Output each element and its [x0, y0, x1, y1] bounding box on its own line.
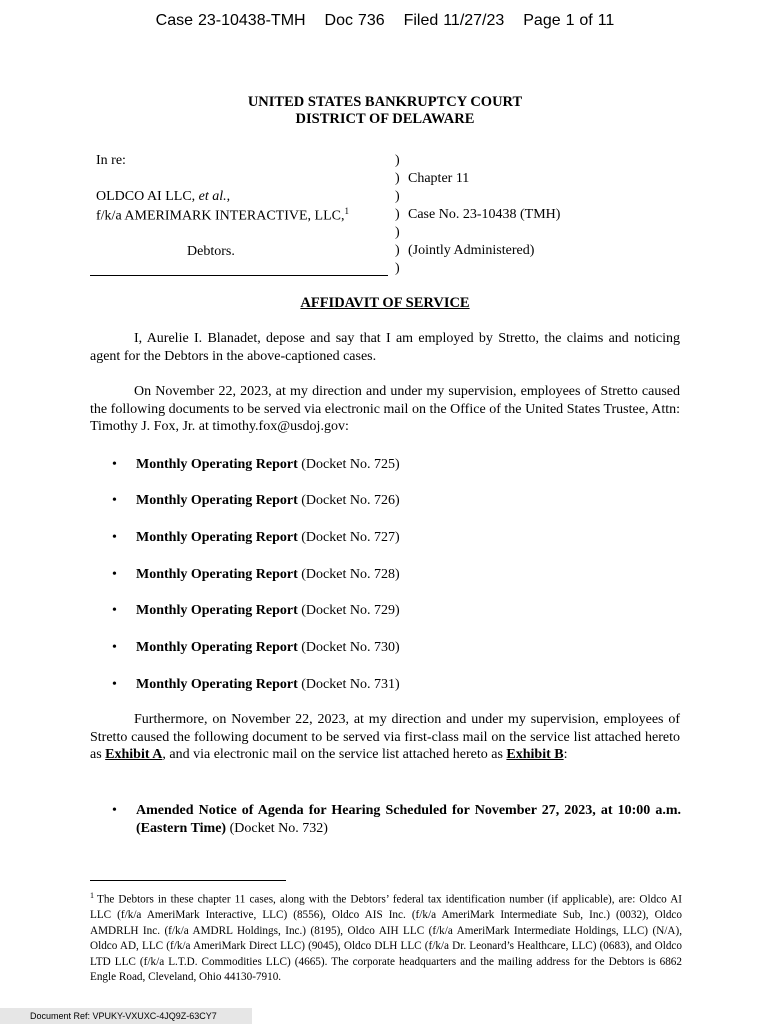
- report-label: Monthly Operating Report: [136, 493, 298, 508]
- footnote: [90, 888, 682, 986]
- report-docket: (Docket No. 726): [301, 493, 400, 508]
- chapter-label: Chapter 11: [408, 171, 470, 186]
- report-docket: (Docket No. 727): [301, 530, 400, 545]
- footnote-mark: 1: [90, 891, 94, 900]
- bullet-icon: •: [112, 493, 117, 508]
- exhibit-b-ref: Exhibit B: [506, 747, 564, 762]
- debtors-label: Debtors.: [187, 244, 235, 259]
- report-label: Monthly Operating Report: [136, 640, 298, 655]
- paren: ): [395, 261, 400, 276]
- paragraph-service-email: On November 22, 2023, at my direction and under my supervision, employees of Stretto caused the following documents to be served via electronic mail on the Office of the United States Trustee, Attn: Timothy J. Fox, Jr. at timothy.fox@usdoj.gov:: [90, 384, 680, 434]
- report-label: Monthly Operating Report: [136, 567, 298, 582]
- report-label: Monthly Operating Report: [136, 677, 298, 692]
- filing-header: [0, 12, 770, 30]
- paragraph-employment: I, Aurelie I. Blanadet, depose and say that I am employed by Stretto, the claims and noticing agent for the Debtors in the above-captioned cases.: [90, 331, 680, 364]
- paren: ): [395, 225, 400, 240]
- doc-number-header: Doc 736: [324, 12, 385, 29]
- bullet-icon: •: [112, 803, 117, 818]
- court-district: DISTRICT OF DELAWARE: [295, 111, 475, 127]
- bullet-icon: •: [112, 640, 117, 655]
- jointly-administered: (Jointly Administered): [408, 243, 535, 258]
- bullet-icon: •: [112, 457, 117, 472]
- report-docket: (Docket No. 728): [301, 567, 400, 582]
- bullet-icon: •: [112, 603, 117, 618]
- paren: ): [395, 153, 400, 168]
- court-name: UNITED STATES BANKRUPTCY COURT: [247, 94, 523, 110]
- report-docket: (Docket No. 730): [301, 640, 400, 655]
- report-docket: (Docket No. 731): [301, 677, 400, 692]
- report-label: Monthly Operating Report: [136, 530, 298, 545]
- report-label: Monthly Operating Report: [136, 603, 298, 618]
- caption-rule: [90, 275, 388, 276]
- page-number-header: Page 1 of 11: [523, 12, 615, 29]
- report-docket: (Docket No. 729): [301, 603, 400, 618]
- document-reference: Document Ref: VPUKY-VXUXC-4JQ9Z-63CY7: [0, 1008, 252, 1024]
- case-caption: [90, 153, 690, 283]
- exhibit-a-ref: Exhibit A: [105, 747, 163, 762]
- report-docket: (Docket No. 725): [301, 457, 400, 472]
- debtor-name: OLDCO AI LLC, et al.,: [96, 189, 231, 204]
- agenda-docket: (Docket No. 732): [229, 820, 328, 836]
- footnote-text: The Debtors in these chapter 11 cases, along with the Debtors’ federal tax identification number (if applicable), are: Oldco AI LLC (f/k/a AmeriMark Interactive, LLC) (8556), Oldco AIS Inc. (f/k/a AmeriMark Intermediate Sub, Inc.) (0032), Oldco AMDRLH Inc. (f/k/a AMDRL Holdings, Inc.) (8195), Oldco AIH LLC (f/k/a AmeriMark Intermediate Holdings, LLC) (N/A), Oldco AD, LLC (f/k/a AmeriMark Direct LLC) (9045), Oldco DLH LLC (f/k/a Dr. Leonard’s Healthcare, LLC) (0683), and Oldco LTD LLC (f/k/a L.T.D. Commodities LLC) (4665). The corporate headquarters and the mailing address for the Debtors is 6862 Engle Road, Cleveland, Ohio 44130-7910.: [90, 893, 682, 984]
- paren: ): [395, 189, 400, 204]
- agenda-label: Amended Notice of Agenda for Hearing Scheduled for November 27, 2023, at 10:00 a.m. (Eastern Time): [136, 803, 681, 836]
- bullet-icon: •: [112, 677, 117, 692]
- bullet-icon: •: [112, 530, 117, 545]
- footnote-marker: 1: [344, 206, 349, 216]
- paragraph-service-mail: Furthermore, on November 22, 2023, at my direction and under my supervision, employees of Stretto caused the following document to be served via first-class mail on the service list attached hereto as Exhibit A, and via electronic mail on the service list attached hereto as Exhibit B:: [90, 712, 680, 762]
- document-title: AFFIDAVIT OF SERVICE: [300, 295, 470, 311]
- case-number: Case No. 23-10438 (TMH): [408, 207, 561, 222]
- report-label: Monthly Operating Report: [136, 457, 298, 472]
- paren: ): [395, 171, 400, 186]
- paren: ): [395, 243, 400, 258]
- footnote-rule: [90, 880, 286, 881]
- debtor-fka: f/k/a AMERIMARK INTERACTIVE, LLC,$^1$: [96, 206, 349, 224]
- in-re-label: In re:: [96, 153, 126, 168]
- bullet-icon: •: [112, 567, 117, 582]
- filed-date-header: Filed 11/27/23: [403, 12, 505, 29]
- case-number-header: Case 23-10438-TMH: [155, 12, 306, 29]
- court-heading: [0, 94, 770, 128]
- paren: ): [395, 207, 400, 222]
- et-al: et al.: [198, 189, 227, 204]
